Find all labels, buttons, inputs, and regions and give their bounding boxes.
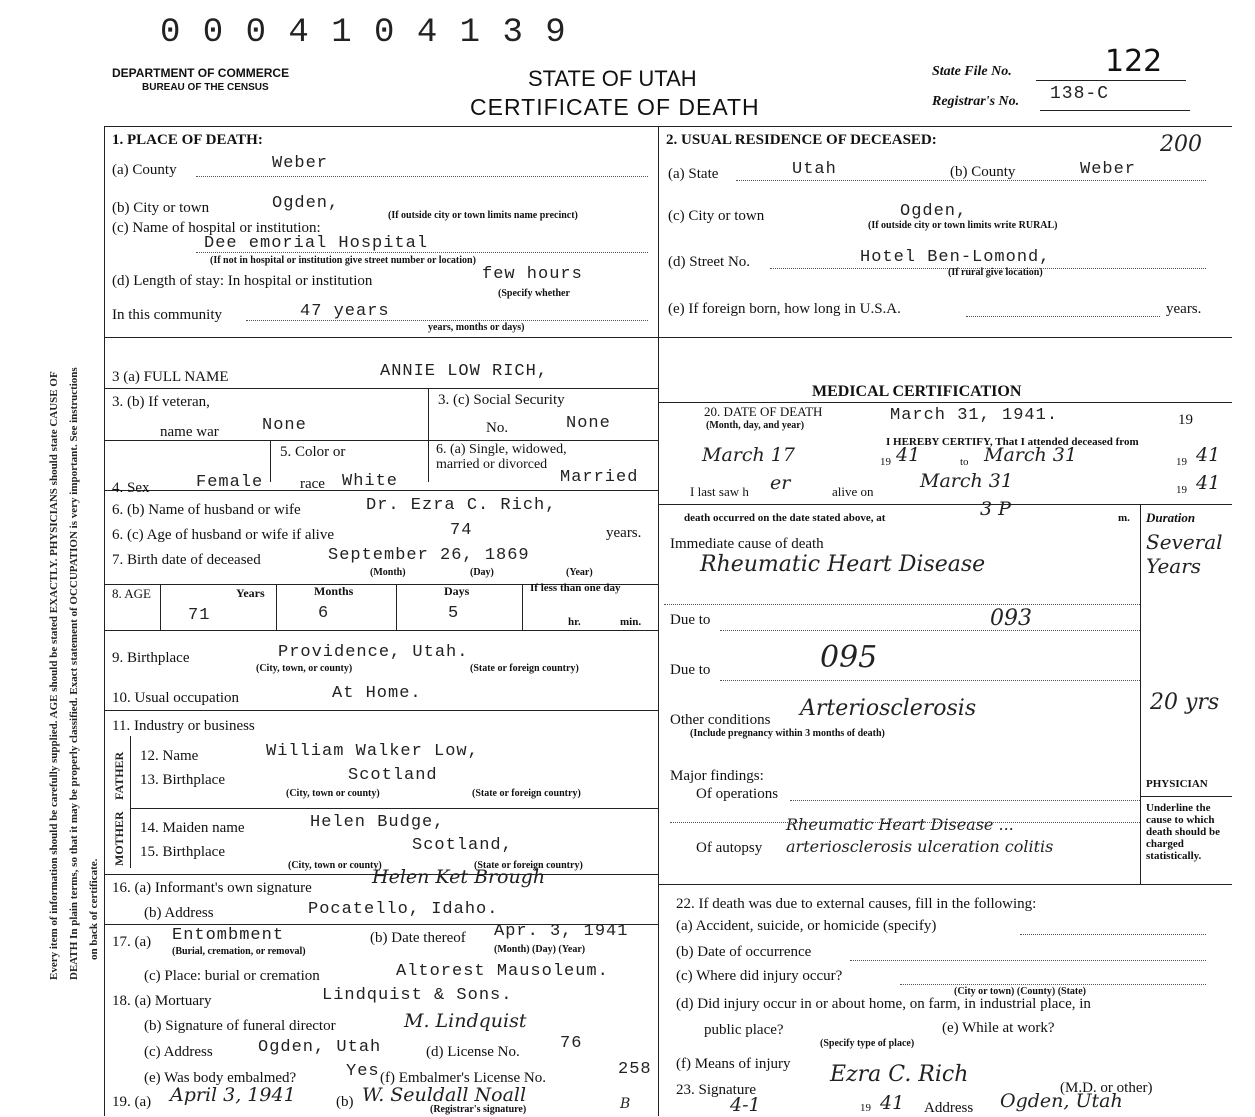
mother-state-note: (State or foreign country) [474,860,583,871]
embalmer-value: 258 [618,1060,652,1079]
registrar-signature: W. Seuldall Noall [362,1084,527,1106]
burial-place-label: (c) Place: burial or cremation [144,968,320,984]
sig-date: 4-1 [730,1094,761,1116]
registrar-sig-label: (b) [336,1094,354,1110]
burial-type-label: 17. (a) [112,934,152,950]
community-note: years, months or days) [428,322,525,333]
sex-label: 4. Sex [112,480,150,496]
occurred-label: death occurred on the date stated above, at [684,512,886,524]
embalmer-label: (f) Embalmer's License No. [380,1070,546,1086]
alive-label: alive on [832,484,874,499]
birth-month: (Month) [370,567,406,578]
from-date: March 17 [702,444,795,466]
due1-value: 093 [990,606,1032,631]
full-name-label: 3 (a) FULL NAME [112,369,229,385]
state-file-value: 122 [1105,44,1163,79]
res-state-label: (a) State [668,166,719,182]
occurrence-label: (b) Date of occurrence [676,944,812,960]
due1-label: Due to [670,612,711,628]
min-label: min. [620,616,642,628]
last-saw-value: March 31 [920,470,1013,492]
burial-date-note: (Month) (Day) (Year) [494,944,586,955]
major-label: Major findings: [670,768,764,784]
res-foreign-label: (e) If foreign born, how long in U.S.A. [668,301,901,317]
birthplace-label: 9. Birthplace [112,650,190,666]
to-year: 41 [1196,444,1221,466]
other-duration: 20 yrs [1150,690,1220,715]
side-note-3: on back of certificate. [88,858,100,960]
bureau-label: BUREAU OF THE CENSUS [142,82,269,93]
father-name-value: William Walker Low, [266,742,479,761]
hospital-value: Dee emorial Hospital [204,234,429,253]
burial-date-label: (b) Date thereof [370,930,466,946]
mortuary-address-value: Ogden, Utah [258,1038,382,1057]
state-file-label: State File No. [932,64,1012,79]
registrar-value: 138-C [1050,84,1110,104]
city-note: (If outside city or town limits name precinct) [388,210,578,221]
res-state-value: Utah [792,160,837,179]
age-label: 8. AGE [112,586,151,601]
external-heading: 22. If death was due to external causes, fill in the following: [676,896,1037,912]
mother-name-value: Helen Budge, [310,813,445,832]
mother-bp-label: 15. Birthplace [140,844,225,860]
father-name-label: 12. Name [140,748,199,764]
director-signature: M. Lindquist [404,1010,527,1032]
other-value: Arteriosclerosis [800,696,977,721]
operations-label: Of operations [696,786,779,802]
months-label: Months [314,584,354,598]
res-street-value: Hotel Ben-Lomond, [860,248,1051,267]
certify-text: I HEREBY CERTIFY, That I attended deceased from [886,436,1139,448]
sig-address-label: Address [924,1100,974,1116]
last-saw-19: 19 [1176,484,1187,496]
immediate-label: Immediate cause of death [670,536,824,552]
race-value: White [342,472,399,491]
due2-value: 095 [820,640,878,675]
res-city-value: Ogden, [900,202,968,221]
dod-sub: (Month, day, and year) [706,420,805,431]
birth-value: September 26, 1869 [328,546,530,565]
license-value: 76 [560,1034,583,1053]
race-label: race [300,476,325,492]
physician-note: Underline the cause to which death should be charged statistically. [1146,802,1220,862]
autopsy-label: Of autopsy [696,840,763,856]
father-bp-label: 13. Birthplace [140,772,225,788]
mother-side-label: MOTHER [112,811,126,866]
to-date: March 31 [984,444,1077,466]
other-note: (Include pregnancy within 3 months of death) [690,728,885,739]
where-label: (c) Where did injury occur? [676,968,843,984]
res-street-label: (d) Street No. [668,254,751,270]
county-label: (a) County [112,162,177,178]
birthplace-state-note: (State or foreign country) [470,663,579,674]
registrar-extra: B [620,1096,631,1112]
to-label: to [960,456,969,468]
physician-signature: Ezra C. Rich [830,1062,969,1087]
informant-sig-label: 16. (a) Informant's own signature [112,880,312,896]
burial-date-value: Apr. 3, 1941 [494,922,629,941]
age-years: 71 [188,606,211,625]
public-label: public place? [704,1022,784,1038]
stay-specify: (Specify whether [498,288,570,299]
less-day-label: If less than one day [530,582,621,594]
work-label: (e) While at work? [942,1020,1055,1036]
stay-value: few hours [482,265,583,284]
burial-place-value: Altorest Mausoleum. [396,962,609,981]
license-label: (d) License No. [426,1044,520,1060]
medical-heading: MEDICAL CERTIFICATION [812,383,1022,400]
mother-bp-value: Scotland, [412,836,513,855]
informant-address-value: Pocatello, Idaho. [308,900,499,919]
sex-value: Female [196,473,264,492]
md-label: (M.D. or other) [1060,1080,1153,1096]
days-label: Days [444,584,470,598]
serial-number: 0 0 0 4 1 0 4 1 3 9 [160,14,567,52]
public-note: (Specify type of place) [820,1038,915,1049]
husband-value: Dr. Ezra C. Rich, [366,496,557,515]
registrar-label: Registrar's No. [932,94,1020,109]
mortuary-value: Lindquist & Sons. [322,986,513,1005]
mortuary-address-label: (c) Address [144,1044,213,1060]
burial-type-note: (Burial, cremation, or removal) [172,946,306,957]
ss-label: 3. (c) Social Security [438,392,565,408]
director-label: (b) Signature of funeral director [144,1018,336,1034]
filed-label: 19. (a) [112,1094,152,1110]
county-value: Weber [272,154,329,173]
registrar-note: (Registrar's signature) [430,1104,527,1115]
other-label: Other conditions [670,712,771,728]
informant-signature: Helen Ket Brough [372,866,546,888]
res-county-value: Weber [1080,160,1137,179]
state-title: STATE OF UTAH [528,66,697,91]
father-side-label: FATHER [112,751,126,800]
accident-label: (a) Accident, suicide, or homicide (specify) [676,918,937,934]
signature-label: 23. Signature [676,1082,756,1098]
birth-year: (Year) [566,567,593,578]
to-year-19: 19 [1176,456,1187,468]
mother-name-label: 14. Maiden name [140,820,245,836]
dod-label: 20. DATE OF DEATH [704,404,823,419]
dod-19: 19 [1178,412,1193,428]
residence-margin-note: 200 [1160,132,1202,157]
father-city-note: (City, town or county) [286,788,380,799]
res-county-label: (b) County [950,164,1016,180]
immediate-value: Rheumatic Heart Disease [700,552,986,577]
ss-value: None [566,414,611,433]
mother-city-note: (City, town or county) [288,860,382,871]
age-days: 5 [448,604,460,623]
occurred-time: 3 P [980,498,1011,520]
embalmed-label: (e) Was body embalmed? [144,1070,297,1086]
res-street-note: (If rural give location) [948,267,1043,278]
filed-value: April 3, 1941 [170,1084,296,1106]
sig-address: Ogden, Utah [1000,1090,1123,1112]
years-label: Years [236,586,265,600]
where-note: (City or town) (County) (State) [954,986,1087,997]
husband-label: 6. (b) Name of husband or wife [112,502,301,518]
marital-label: 6. (a) Single, widowed, married or divorced [436,442,567,472]
autopsy-value: Rheumatic Heart Disease ... arteriosclerosis ulceration colitis [786,815,1054,856]
war-value: None [262,416,307,435]
hospital-label: (c) Name of hospital or institution: [112,220,321,236]
certificate-title: CERTIFICATE OF DEATH [470,94,760,120]
res-city-note: (If outside city or town limits write RURAL) [868,220,1058,231]
birthplace-city-note: (City, town, or county) [256,663,353,674]
residence-heading: 2. USUAL RESIDENCE OF DECEASED: [666,132,937,148]
mortuary-label: 18. (a) Mortuary [112,993,212,1009]
occupation-label: 10. Usual occupation [112,690,240,706]
place-of-death-heading: 1. PLACE OF DEATH: [112,132,263,148]
side-instructions [0,100,120,1116]
marital-value: Married [560,468,639,487]
duration-label: Duration [1146,510,1196,525]
hospital-note: (If not in hospital or institution give street number or location) [210,255,476,266]
immediate-duration: Several Years [1146,530,1223,578]
side-note-1: DEATH In plain terms, so that it may be properly classified. Exact statement of OCCUPATION is very important. See instructions [68,367,80,980]
res-foreign-unit: years. [1166,301,1202,317]
dod-value: March 31, 1941. [890,406,1059,425]
informant-address-label: (b) Address [144,905,214,921]
last-saw-her: er [770,472,791,494]
father-state-note: (State or foreign country) [472,788,581,799]
birthplace-value: Providence, Utah. [278,643,469,662]
occupation-value: At Home. [332,684,422,703]
from-year-19: 19 [880,456,891,468]
husband-age-label: 6. (c) Age of husband or wife if alive [112,527,335,543]
full-name-value: ANNIE LOW RICH, [380,362,549,381]
hr-label: hr. [568,616,581,628]
stay-label: (d) Length of stay: In hospital or institution [112,273,373,289]
due2-label: Due to [670,662,711,678]
color-label: 5. Color or [280,444,346,460]
war-label: name war [160,424,219,440]
dept-label: DEPARTMENT OF COMMERCE [112,66,290,80]
last-saw-year: 41 [1196,472,1221,494]
father-bp-value: Scotland [348,766,438,785]
age-months: 6 [318,604,330,623]
occurred-unit: m. [1118,512,1130,524]
community-value: 47 years [300,302,390,321]
community-label: In this community [112,307,222,323]
industry-label: 11. Industry or business [112,718,255,734]
burial-type-value: Entombment [172,926,285,945]
husband-age-unit: years. [606,525,642,541]
city-label: (b) City or town [112,200,210,216]
birth-label: 7. Birth date of deceased [112,552,261,568]
ss-no-label: No. [486,420,509,436]
means-label: (f) Means of injury [676,1056,791,1072]
birth-day: (Day) [470,567,494,578]
from-year: 41 [896,444,921,466]
embalmed-value: Yes [346,1062,380,1081]
physician-label: PHYSICIAN [1146,778,1208,790]
last-saw-label: I last saw h [690,484,749,499]
res-city-label: (c) City or town [668,208,765,224]
veteran-label: 3. (b) If veteran, [112,394,210,410]
sig-year: 41 [880,1092,905,1114]
sig-date-19: 19 [860,1102,871,1114]
did-label: (d) Did injury occur in or about home, on farm, in industrial place, in [676,996,1091,1012]
city-value: Ogden, [272,194,340,213]
side-note-2: Every item of information should be carefully supplied. AGE should be stated EXACTLY. PHYSICIANS should state CAUSE OF [48,371,60,980]
husband-age-value: 74 [450,521,473,540]
